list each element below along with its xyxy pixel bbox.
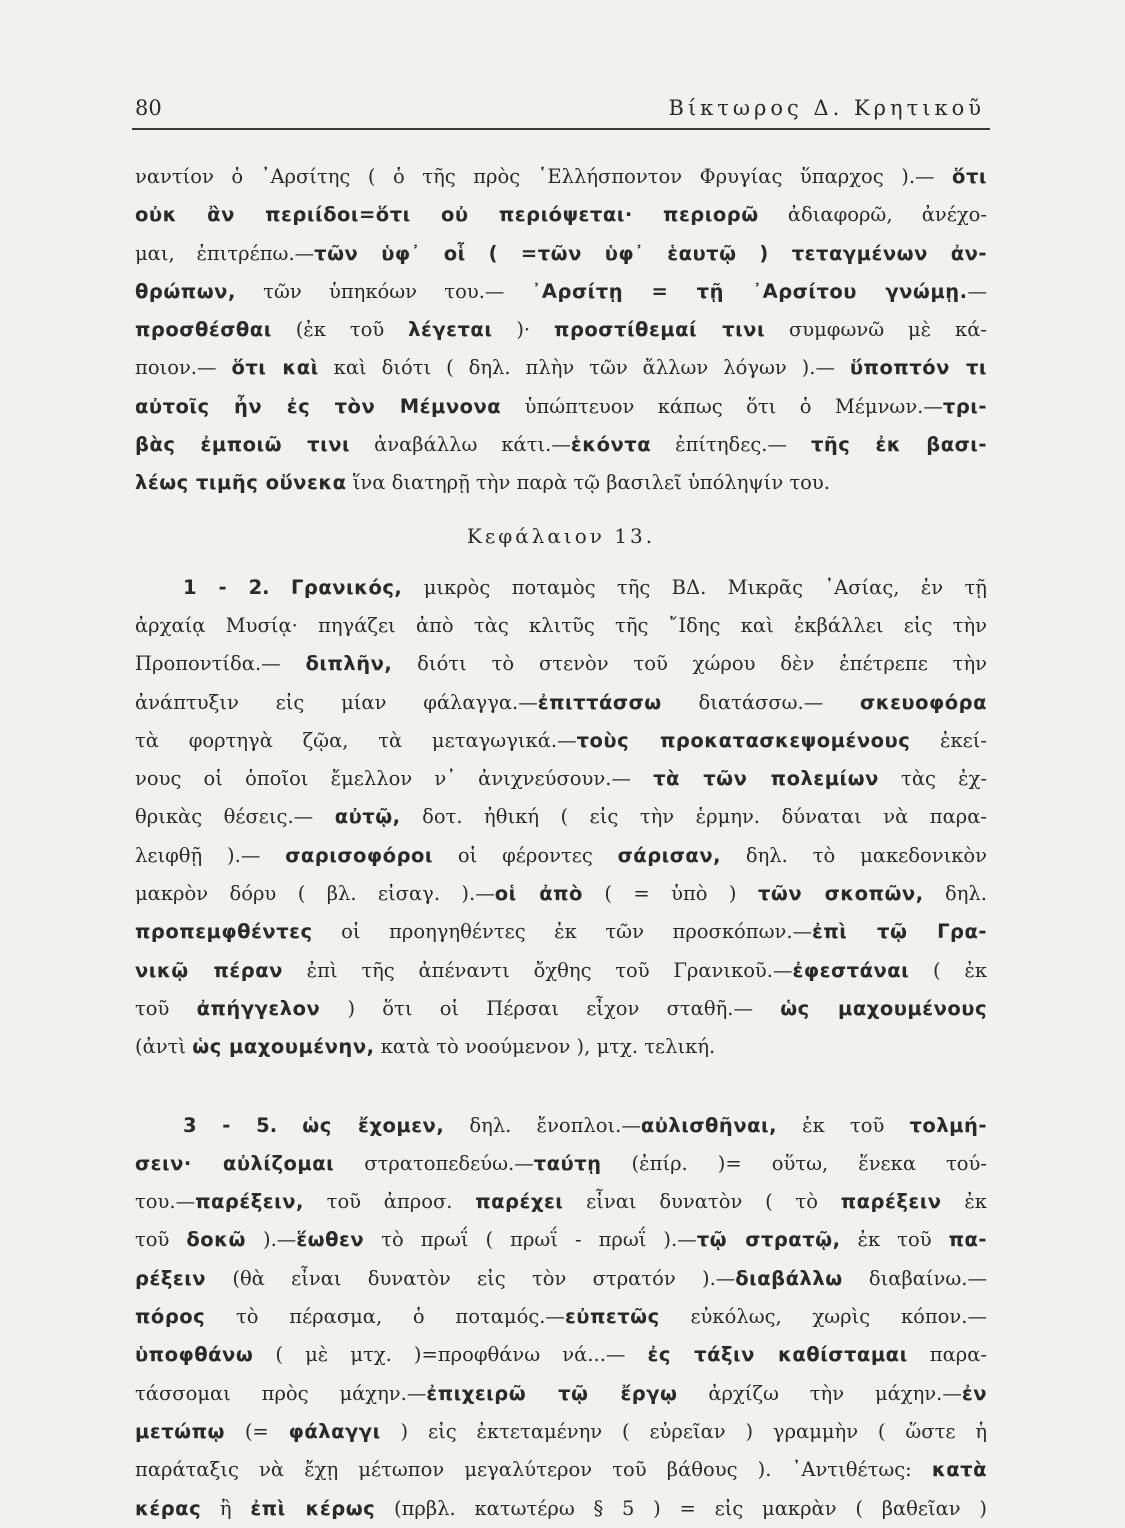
lemma-term: ὅτι καὶ (231, 356, 319, 380)
gloss-text: κατὰ τὸ νοούμενον ), μτχ. τελική. (374, 1035, 716, 1059)
lemma-term: κέρας (135, 1496, 202, 1520)
gloss-text: ἢ (201, 1496, 251, 1520)
lemma-term: τρι- (942, 394, 987, 418)
lemma-term: ὡς μαχουμένους (780, 996, 987, 1020)
lemma-term: ᾿Αρσίτῃ = τῇ ᾿Αρσίτου γνώμῃ. (531, 279, 968, 303)
text-line (135, 1145, 987, 1183)
text-line (135, 607, 987, 645)
gloss-text: παράταξις νὰ ἔχῃ μέτωπον μεγαλύτερον τοῦ βάθους ). ᾿Αντιθέτως: (135, 1458, 932, 1482)
gloss-text: ἐπὶ τῆς ἀπέναντι ὄχθης τοῦ Γρανικοῦ.— (282, 958, 793, 982)
gloss-text: νους οἱ ὁποῖοι ἔμελλον ν᾿ ἀνιχνεύσουν.— (135, 767, 654, 791)
text-line (135, 760, 987, 798)
gloss-text: τὸ πέρασμα, ὁ ποταμός.— (205, 1305, 565, 1329)
lemma-term: ὡς μαχουμένην, (192, 1035, 375, 1059)
gloss-text: (θὰ εἶναι δυνατὸν εἰς τὸν στρατόν ).— (206, 1266, 736, 1290)
lemma-term: σαρισοφόροι (285, 843, 434, 867)
text-line (135, 1490, 987, 1528)
lemma-term: αὐτοῖς ἦν ἐς τὸν Μέμνονα (135, 394, 502, 418)
lemma-term: νικῷ πέραν (135, 958, 283, 982)
text-line (135, 952, 987, 990)
gloss-text: διατάσσω.— (661, 690, 861, 714)
lemma-term: βὰς ἐμποιῶ τινι (135, 433, 351, 457)
gloss-text: ἐκ (941, 1190, 987, 1214)
gloss-text: τῶν ὑπηκόων του.— (235, 279, 532, 303)
text-line (135, 1413, 987, 1451)
gloss-text: οἱ φέροντες (433, 843, 618, 867)
gloss-text: τοῦ (135, 1228, 187, 1252)
lemma-term: ταύτῃ (533, 1151, 602, 1175)
lemma-term: πόρος (135, 1305, 206, 1329)
gloss-text: — (967, 279, 987, 303)
gloss-text: δοτ. ἠθική ( εἰς τὴν ἑρμην. δύναται νὰ παρα- (400, 805, 988, 829)
section-number: 3 - 5. (183, 1113, 278, 1137)
text-line (135, 875, 987, 913)
lemma-term: παρέχει (475, 1190, 564, 1214)
gloss-text: τὰς ἐχ- (878, 767, 987, 791)
lemma-term: ἐφεστάναι (792, 958, 910, 982)
lemma-term: τὰ τῶν πολεμίων (653, 767, 879, 791)
gloss-text: ἐκεί- (910, 728, 987, 752)
text-line (135, 158, 987, 196)
gloss-text: )· (492, 318, 555, 342)
lemma-term: τοὺς προκατασκεψομένους (576, 728, 911, 752)
gloss-text: μικρὸς ποταμὸς τῆς ΒΔ. Μικρᾶς ᾿Ασίας, ἐν τῇ (402, 575, 987, 599)
text-line (135, 388, 987, 426)
gloss-text: οἱ προηγηθέντες ἐκ τῶν προσκόπων.— (312, 920, 813, 944)
text-line (135, 569, 987, 607)
text-line (135, 837, 987, 875)
lemma-term: λέγεται (408, 318, 493, 342)
gloss-text: μακρὸν δόρυ ( βλ. εἰσαγ. ).— (135, 882, 495, 906)
lemma-term: μετώπῳ (135, 1419, 225, 1443)
lemma-term: εὐπετῶς (564, 1305, 660, 1329)
gloss-text: ).— (246, 1228, 297, 1252)
text-line (135, 235, 987, 273)
lemma-term: δοκῶ (186, 1228, 246, 1252)
gloss-text: στρατοπεδεύω.— (334, 1151, 534, 1175)
gloss-text: ἀρχαίᾳ Μυσίᾳ· πηγάζει ἀπὸ τὰς κλιτῦς τῆς ῎Ιδης καὶ ἐκβάλλει εἰς τὴν (135, 613, 987, 637)
gloss-text: (ἐπίρ. )= οὕτω, ἕνεκα τού- (601, 1151, 987, 1175)
running-head: Βίκτωρος Δ. Κρητικοῦ (668, 96, 985, 120)
gloss-text: παρα- (907, 1343, 987, 1367)
gloss-text: ὑπώπτευον κάπως ὅτι ὁ Μέμνων.— (501, 394, 943, 418)
text-line (135, 1336, 987, 1374)
text-line (135, 913, 987, 951)
lemma-term: κατὰ (931, 1458, 987, 1482)
gloss-text: τοῦ (135, 996, 197, 1020)
lemma-term: ἑκόντα (570, 433, 652, 457)
section-number: 1 - 2. (183, 575, 270, 599)
lemma-term: οἱ ἀπὸ (494, 882, 583, 906)
text-line (135, 1375, 987, 1413)
gloss-text: ἵνα διατηρῇ τὴν παρὰ τῷ βασιλεῖ ὑπόληψίν του. (346, 471, 830, 495)
lemma-term: προσθέσθαι (135, 318, 272, 342)
lemma-term: ρέξειν (135, 1266, 207, 1290)
lemma-term: ὅτι (952, 165, 987, 188)
lemma-term: ἐπιττάσσω (537, 690, 662, 714)
gloss-text: εἶναι δυνατὸν ( τὸ (563, 1190, 841, 1214)
text-line (135, 684, 987, 722)
gloss-text: τὸ πρωΐ ( πρωΐ - πρωΐ ).— (364, 1228, 697, 1252)
gloss-text: Προποντίδα.— (135, 652, 306, 676)
gloss-text: ἐπίτηδες.— (651, 433, 811, 457)
lemma-term: προστίθεμαί τινι (554, 318, 766, 342)
gloss-text: δηλ. τὸ μακεδονικὸν (721, 843, 987, 867)
lemma-term: αὐλισθῆναι, (640, 1113, 777, 1137)
lemma-term: σάρισαν, (617, 843, 722, 867)
text-line (135, 1107, 987, 1145)
gloss-text: ναντίον ὁ ᾿Αρσίτης ( ὁ τῆς πρὸς ῾Ελλήσποντον Φρυγίας ὕπαρχος ).— (135, 165, 953, 188)
header-rule (132, 128, 990, 130)
gloss-text: ( μὲ μτχ. )=προφθάνω νά...— (253, 1343, 648, 1367)
lemma-term: παρέξειν (840, 1190, 942, 1214)
text-line (135, 798, 987, 836)
gloss-text: ἀνάπτυξιν εἰς μίαν φάλαγγα.— (135, 690, 538, 714)
gloss-text: μαι, ἐπιτρέπω.— (135, 241, 315, 265)
lemma-term: διαβάλλω (735, 1266, 843, 1290)
lemma-term: θρώπων, (135, 279, 236, 303)
lemma-term: φάλαγγι (288, 1419, 381, 1443)
text-line (135, 1183, 987, 1221)
text-line (135, 1260, 987, 1298)
lemma-term: ἐν (961, 1381, 987, 1405)
gloss-text: τὰ φορτηγὰ ζῷα, τὰ μεταγωγικά.— (135, 728, 577, 752)
gloss-text: λειφθῇ ).— (135, 843, 286, 867)
gloss-text: ) ὅτι οἱ Πέρσαι εἶχον σταθῆ.— (320, 996, 781, 1020)
gloss-text: (ἀντὶ (135, 1035, 193, 1059)
lemma-term: ἕωθεν (296, 1228, 365, 1252)
gloss-text: ἀρχίζω τὴν μάχην.— (677, 1381, 962, 1405)
main-text (135, 158, 987, 1528)
gloss-text: εὐκόλως, χωρὶς κόπον.— (659, 1305, 987, 1329)
lemma-term: αὐτῷ, (334, 805, 401, 829)
lemma-term: τῆς ἐκ βασι- (810, 433, 987, 457)
lemma-term: σειν· αὐλίζομαι (135, 1151, 335, 1175)
gloss-text: διαβαίνω.— (842, 1266, 987, 1290)
gloss-text: θρικὰς θέσεις.— (135, 805, 335, 829)
gloss-text: τοῦ ἀπροσ. (303, 1190, 476, 1214)
gloss-text: καὶ διότι ( δηλ. πλὴν τῶν ἄλλων λόγων ).— (318, 356, 850, 380)
lemma-term: σκευοφόρα (860, 690, 987, 714)
text-line (135, 722, 987, 760)
gloss-text: συμφωνῶ μὲ κά- (765, 318, 987, 342)
lemma-term: ἐς τάξιν καθίσταμαι (647, 1343, 908, 1367)
text-line (135, 1028, 987, 1066)
lemma-term: ἐπὶ κέρως (250, 1496, 376, 1520)
lemma-term: τῶν ὑφ᾿ οἷ ( =τῶν ὑφ᾿ ἑαυτῷ ) τεταγμένων ἀν- (314, 241, 987, 265)
paragraph-gap (135, 1067, 987, 1107)
gloss-text: (= (224, 1419, 289, 1443)
text-line (135, 273, 987, 311)
lemma-term: οὐκ ἂν περιίδοι=ὅτι οὐ περιόψεται· περιορῶ (135, 203, 759, 227)
gloss-text: ἀδιαφορῶ, ἀνέχο- (758, 203, 987, 227)
lemma-term: τῶν σκοπῶν, (757, 882, 924, 906)
lemma-term: τολμή- (909, 1113, 987, 1137)
gloss-text (270, 576, 291, 599)
gloss-text: ἐκ τοῦ (777, 1113, 910, 1137)
gloss-text: τάσσομαι πρὸς μάχην.— (135, 1381, 427, 1405)
gloss-text: ἀναβάλλω κάτι.— (350, 433, 571, 457)
gloss-text: δηλ. ἔνοπλοι.— (444, 1113, 641, 1137)
gloss-text: δηλ. (923, 882, 987, 906)
text-line (135, 464, 987, 502)
text-line (135, 645, 987, 683)
paragraph-1 (135, 158, 987, 503)
gloss-text: (ἐκ τοῦ (271, 318, 409, 342)
lemma-term: διπλῆν, (305, 652, 393, 676)
lemma-term: ὑποφθάνω (135, 1343, 254, 1367)
gloss-text: ( ἐκ (909, 958, 988, 982)
chapter-heading: Κεφάλαιον 13. (466, 523, 656, 548)
text-line (135, 1298, 987, 1336)
gloss-text: ἐκ τοῦ (840, 1228, 949, 1252)
gloss-text: του.— (135, 1190, 196, 1214)
lemma-term: τῷ στρατῷ, (696, 1228, 841, 1252)
lemma-term: λέως τιμῆς οὕνεκα (135, 471, 347, 495)
lemma-term: ὕποπτόν τι (849, 356, 987, 380)
text-line (135, 196, 987, 234)
lemma-term: ἐπὶ τῷ Γρα- (812, 920, 987, 944)
lemma-term: ἐπιχειρῶ τῷ ἔργῳ (426, 1381, 678, 1405)
text-line (135, 1221, 987, 1259)
text-line (135, 311, 987, 349)
paragraph-3 (135, 1107, 987, 1528)
text-line (135, 349, 987, 387)
text-line (135, 1451, 987, 1489)
gloss-text: ) εἰς ἐκτεταμένην ( εὐρεῖαν ) γραμμὴν ( ὥστε ἡ (380, 1419, 988, 1443)
lemma-term: παρέξειν, (195, 1190, 304, 1214)
lemma-term: ὡς ἔχομεν, (302, 1113, 445, 1137)
gloss-text: ποιον.— (135, 356, 232, 380)
paragraph-2 (135, 569, 987, 1067)
gloss-text: ( = ὑπὸ ) (582, 882, 758, 906)
text-line (135, 990, 987, 1028)
lemma-term: ἀπήγγελον (196, 996, 321, 1020)
text-line (135, 426, 987, 464)
lemma-term: Γρανικός, (290, 575, 403, 599)
page-number: 80 (135, 96, 162, 120)
lemma-term: πα- (948, 1228, 987, 1252)
lemma-term: προπεμφθέντες (135, 920, 313, 944)
gloss-text: (πρβλ. κατωτέρω § 5 ) = εἰς μακρὰν ( βαθεῖαν ) (375, 1496, 988, 1520)
gloss-text (277, 1114, 302, 1137)
gloss-text: διότι τὸ στενὸν τοῦ χώρου δὲν ἐπέτρεπε τὴν (392, 652, 987, 676)
